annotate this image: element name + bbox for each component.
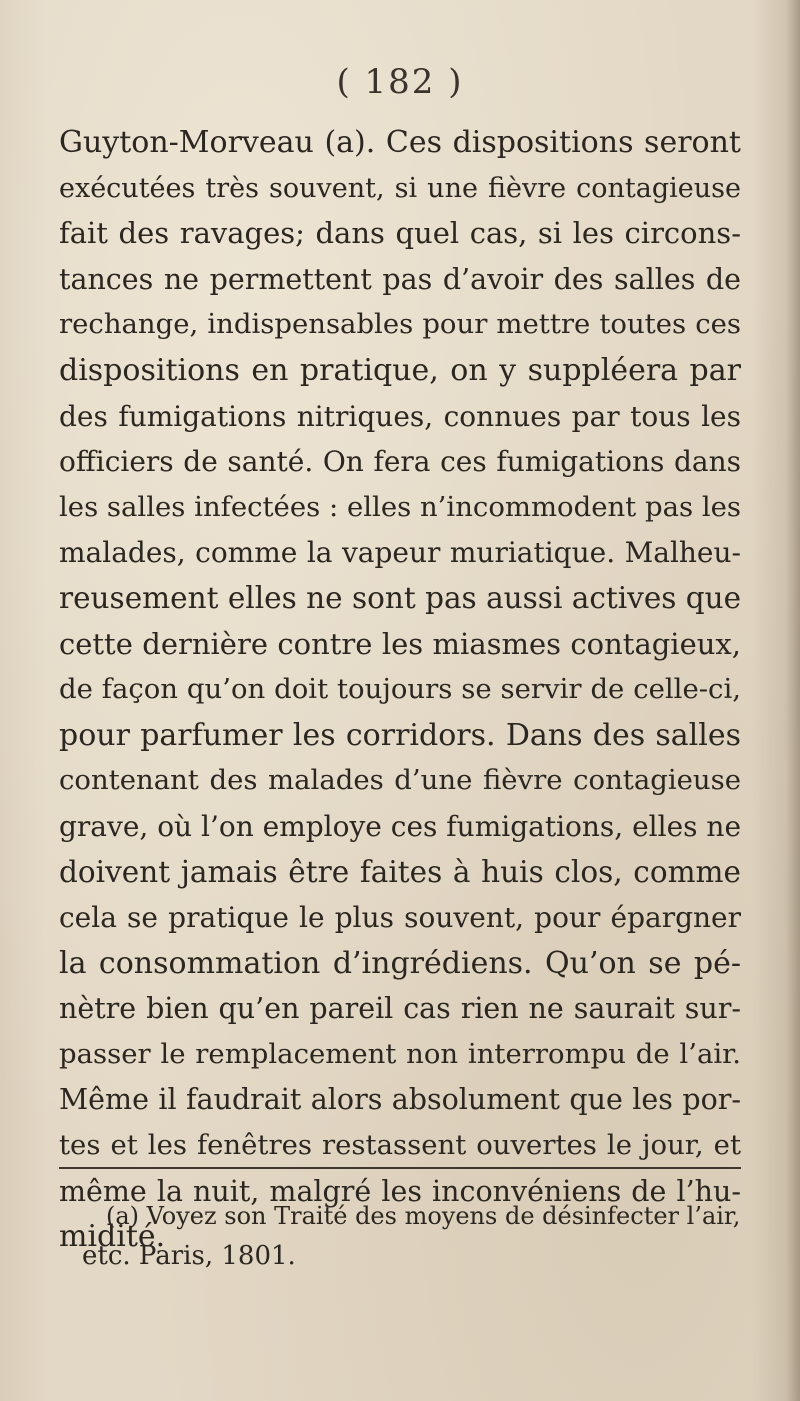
text-line: tes et les fenêtres restassent ouvertes le jour, et (59, 1129, 741, 1162)
text-line: Même il faudrait alors absolument que les por- (59, 1083, 741, 1117)
text-line: de façon qu’on doit toujours se servir de celle-ci, (59, 673, 741, 706)
text-line: nètre bien qu’en pareil cas rien ne saurait sur- (59, 992, 741, 1026)
text-line: passer le remplacement non interrompu de l’air. (59, 1037, 741, 1070)
text-line: fait des ravages; dans quel cas, si les circons- (59, 216, 741, 251)
footnote-divider (59, 1167, 741, 1169)
text-line: dispositions en pratique, on y suppléera par (59, 352, 741, 388)
text-line: grave, où l’on employe ces fumigations, elles ne (59, 809, 742, 843)
footnote (59, 1196, 741, 1276)
page-number: ( 182 ) (336, 62, 464, 102)
text-line: doivent jamais être faites à huis clos, comme (59, 854, 741, 889)
text-line: des fumigations nitriques, connues par tous les (59, 399, 741, 433)
text-line: Guyton-Morveau (a). Ces dispositions seront (59, 125, 741, 160)
text-line: les salles infectées : elles n’incommodent pas les (59, 490, 742, 523)
text-line: cela se pratique le plus souvent, pour épargner (59, 901, 741, 935)
text-line: tances ne permettent pas d’avoir des salles de (59, 262, 741, 296)
text-line: pour parfumer les corridors. Dans des salles (59, 717, 741, 753)
text-line: midité. (59, 1219, 166, 1255)
text-line: la consommation d’ingrédiens. Qu’on se pé- (59, 945, 741, 981)
text-line: rechange, indispensables pour mettre toutes ces (59, 308, 741, 341)
footnote-line: (a) Voyez son Traité des moyens de désinfecter l’air, (106, 1202, 741, 1230)
footnote-line: etc. Paris, 1801. (82, 1241, 296, 1271)
body-text (59, 120, 741, 1260)
text-line: cette dernière contre les miasmes contagieux, (59, 626, 741, 661)
text-line: exécutées très souvent, si une fièvre contagieuse (59, 172, 741, 204)
text-line: même la nuit, malgré les inconvéniens de l’hu- (59, 1174, 741, 1208)
text-line: officiers de santé. On fera ces fumigations dans (59, 445, 741, 479)
text-line: reusement elles ne sont pas aussi actives que (59, 580, 742, 615)
text-line: contenant des malades d’une fièvre contagieuse (59, 764, 741, 797)
text-line: malades, comme la vapeur muriatique. Malheu- (59, 536, 741, 570)
page-edge-shadow (786, 0, 800, 1401)
